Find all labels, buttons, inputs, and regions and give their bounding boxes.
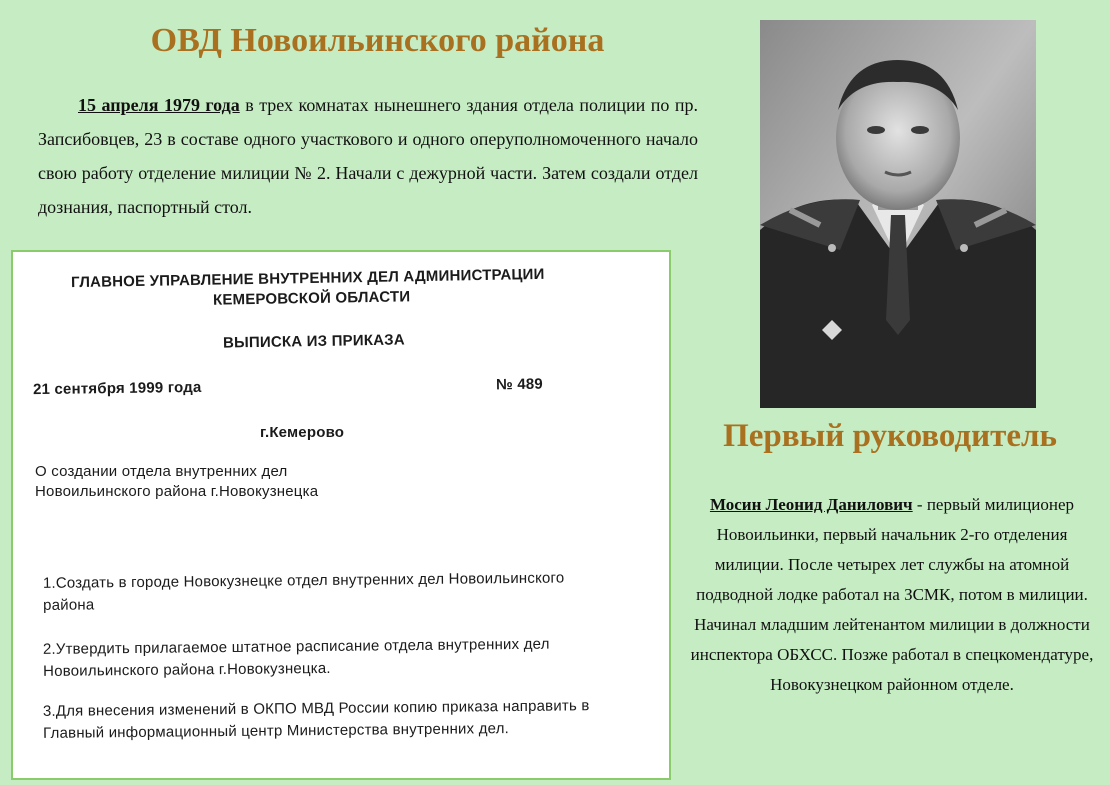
portrait-image <box>760 20 1036 408</box>
intro-text: в трех комнатах нынешнего здания отдела полиции по пр. Запсибовцев, 23 в составе одного участкового и одного оперуполномоченного начало свою работу отделение милиции № 2. Начали с дежурной части. Затем создали отдел дознания, паспортный стол. <box>38 95 698 217</box>
intro-paragraph <box>38 88 698 224</box>
first-leader-heading: Первый руководитель <box>723 418 1057 454</box>
bio-paragraph <box>682 490 1102 700</box>
doc-item-3: 3.Для внесения изменений в ОКПО МВД России копию приказа направить в Главный информационный центр Министерства внутренних дел. <box>42 697 590 742</box>
doc-date: 21 сентября 1999 года <box>32 378 202 399</box>
doc-subject: О создании отдела внутренних дел Новоильинского района г.Новокузнецка <box>35 463 319 500</box>
doc-header-line2: КЕМЕРОВСКОЙ ОБЛАСТИ <box>212 288 411 309</box>
doc-number: № 489 <box>495 375 544 394</box>
doc-item-2: 2.Утвердить прилагаемое штатное расписание отдела внутренних дел Новоильинского района г.Новокузнецка. <box>42 635 550 680</box>
doc-city: г.Кемерово <box>260 424 345 441</box>
doc-item-1: 1.Создать в городе Новокузнецке отдел внутренних дел Новоильинского района <box>42 569 565 614</box>
doc-type: ВЫПИСКА ИЗ ПРИКАЗА <box>222 331 405 352</box>
portrait-photo <box>760 20 1036 408</box>
bio-text: - первый милиционер Новоильинки, первый начальник 2-го отделения милиции. После четырех лет службы на атомной подводной лодке работал на ЗСМК, потом в милиции. Начинал младшим лейтенантом милиции в должности инспектора ОБХСС. Позже работал в спецкомендатуре, Новокузнецком районном отделе. <box>690 495 1094 694</box>
bio-name: Мосин Леонид Данилович <box>709 495 913 514</box>
doc-header-line1: ГЛАВНОЕ УПРАВЛЕНИЕ ВНУТРЕННИХ ДЕЛ АДМИНИСТРАЦИИ <box>70 265 545 292</box>
intro-date: 15 апреля 1979 года <box>78 95 240 115</box>
order-document-scan <box>11 250 671 780</box>
page-title: ОВД Новоильинского района <box>150 22 605 59</box>
